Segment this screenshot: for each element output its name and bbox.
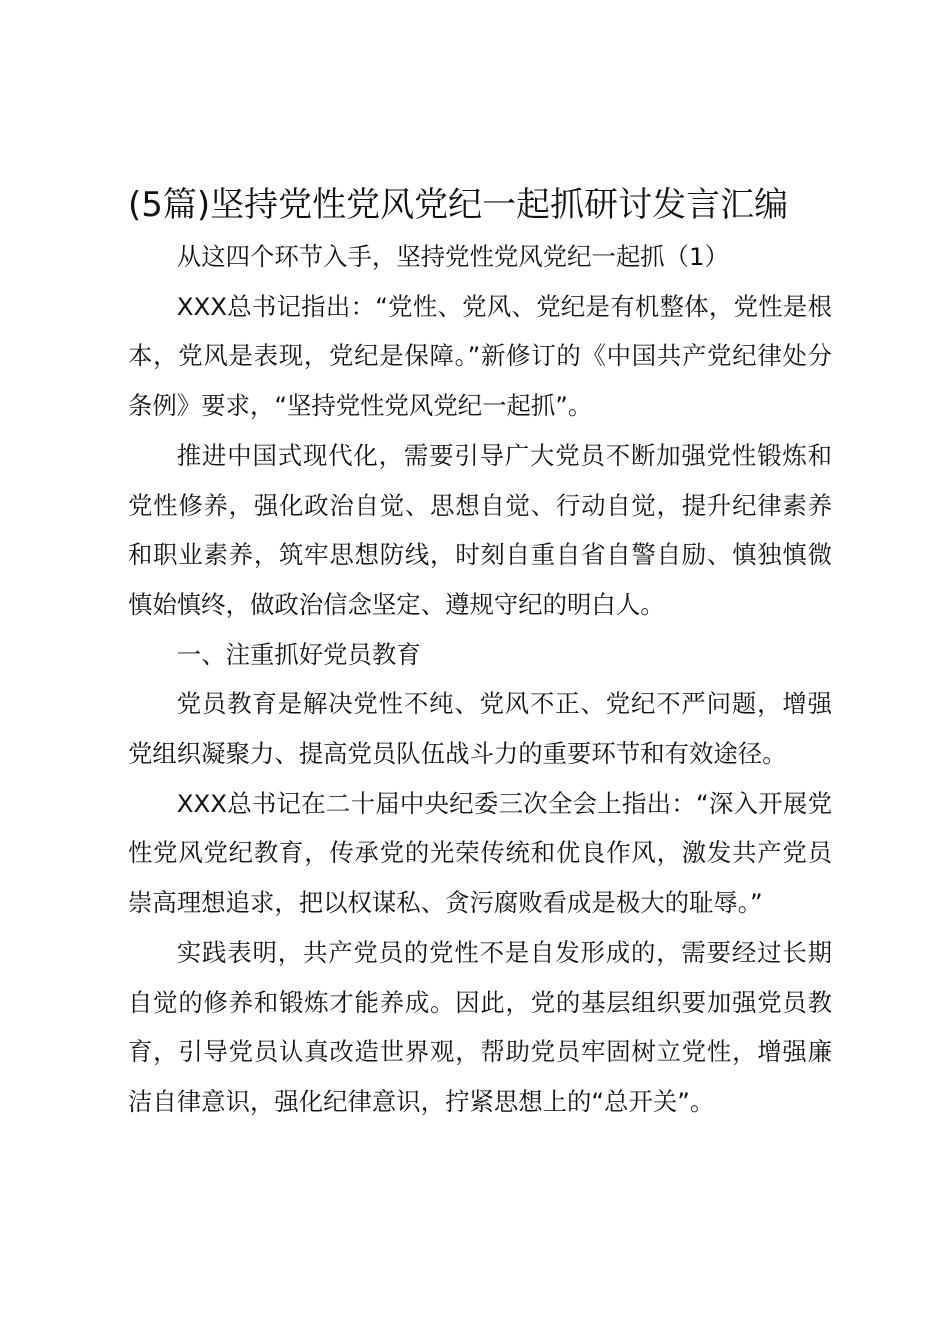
body-paragraph: 推进中国式现代化，需要引导广大党员不断加强党性锻炼和党性修养，强化政治自觉、思想自觉、行动自觉，提升纪律素养和职业素养，筑牢思想防线，时刻自重自省自警自励、慎独慎微慎始慎终，做政治信念坚定、遵规守纪的明白人。 <box>128 440 832 619</box>
body-paragraph: XXX总书记指出：“党性、党风、党纪是有机整体，党性是根本，党风是表现，党纪是保障。”新修订的《中国共产党纪律处分条例》要求，“坚持党性党风党纪一起抓”。 <box>128 291 832 421</box>
document-title: (5篇)坚持党性党风党纪一起抓研讨发言汇编 <box>128 185 789 225</box>
body-paragraph: 实践表明，共产党员的党性不是自发形成的，需要经过长期自觉的修养和锻炼才能养成。因此，党的基层组织要加强党员教育，引导党员认真改造世界观，帮助党员牢固树立党性，增强廉洁自律意识，强化纪律意识，拧紧思想上的“总开关”。 <box>128 937 832 1116</box>
section-heading: 一、注重抓好党员教育 <box>176 639 421 669</box>
body-paragraph: 党员教育是解决党性不纯、党风不正、党纪不严问题，增强党组织凝聚力、提高党员队伍战斗力的重要环节和有效途径。 <box>128 689 832 769</box>
subtitle-paragraph: 从这四个环节入手，坚持党性党风党纪一起抓（1） <box>176 242 729 271</box>
body-paragraph: XXX总书记在二十届中央纪委三次全会上指出：“深入开展党性党风党纪教育，传承党的光荣传统和优良作风，激发共产党员崇高理想追求，把以权谋私、贪污腐败看成是极大的耻辱。” <box>128 788 832 918</box>
document-body <box>128 232 832 1127</box>
